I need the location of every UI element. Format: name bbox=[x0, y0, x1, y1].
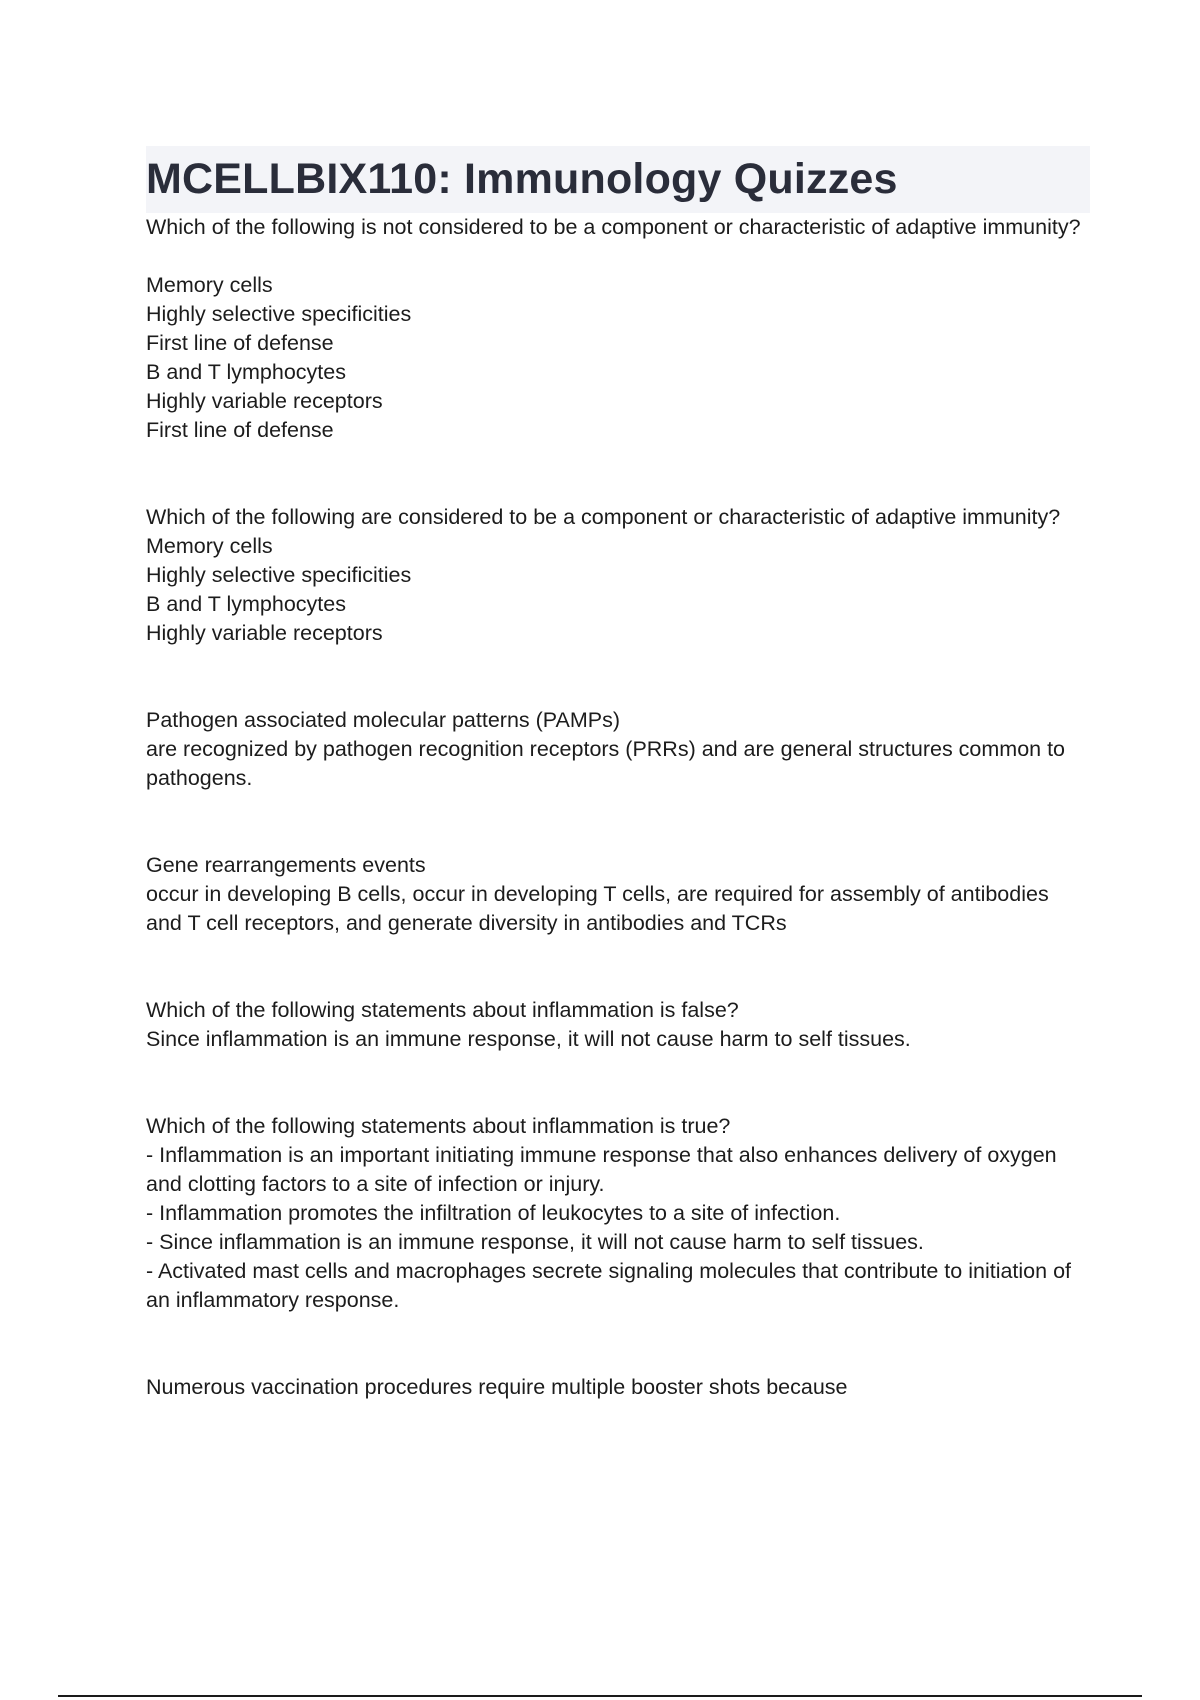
title-banner bbox=[146, 146, 1090, 213]
answer-item: Memory cells bbox=[146, 534, 273, 558]
document-page bbox=[146, 146, 1090, 1402]
option-item: Highly selective specificities bbox=[146, 302, 412, 326]
quiz-card-6 bbox=[146, 1112, 1090, 1315]
quiz-body bbox=[146, 213, 1090, 1402]
question-text: Which of the following statements about inflammation is false? bbox=[146, 998, 739, 1022]
quiz-card-4 bbox=[146, 851, 1090, 938]
question-text: Numerous vaccination procedures require multiple booster shots because bbox=[146, 1375, 848, 1399]
page-title: MCELLBIX110: Immunology Quizzes bbox=[146, 155, 898, 203]
question-text: Gene rearrangements events bbox=[146, 853, 426, 877]
option-item: Highly variable receptors bbox=[146, 389, 383, 413]
answer-item: Highly variable receptors bbox=[146, 621, 383, 645]
answer-item: Highly selective specificities bbox=[146, 563, 412, 587]
answer-text: occur in developing B cells, occur in developing T cells, are required for assembly of antibodies and T cell receptors, and generate diversity in antibodies and TCRs bbox=[146, 882, 1049, 935]
question-text: Which of the following statements about inflammation is true? bbox=[146, 1114, 731, 1138]
quiz-card-7 bbox=[146, 1373, 1090, 1402]
answer-item: - Activated mast cells and macrophages secrete signaling molecules that contribute to initiation of an inflammatory response. bbox=[146, 1259, 1071, 1312]
answer-item: - Inflammation promotes the infiltration of leukocytes to a site of infection. bbox=[146, 1201, 841, 1225]
quiz-card-2 bbox=[146, 503, 1090, 648]
question-text: Pathogen associated molecular patterns (PAMPs) bbox=[146, 708, 621, 732]
quiz-card-1 bbox=[146, 213, 1090, 445]
quiz-card-5 bbox=[146, 996, 1090, 1054]
option-item: B and T lymphocytes bbox=[146, 360, 346, 384]
option-item: Memory cells bbox=[146, 273, 273, 297]
option-item: First line of defense bbox=[146, 331, 334, 355]
answer-item: - Since inflammation is an immune response, it will not cause harm to self tissues. bbox=[146, 1230, 924, 1254]
question-text: Which of the following are considered to be a component or characteristic of adaptive immunity? bbox=[146, 505, 1061, 529]
answer-text: are recognized by pathogen recognition receptors (PRRs) and are general structures common to pathogens. bbox=[146, 737, 1066, 790]
answer-text: First line of defense bbox=[146, 418, 334, 442]
answer-item: - Inflammation is an important initiating immune response that also enhances delivery of oxygen and clotting factors to a site of infection or injury. bbox=[146, 1143, 1057, 1196]
question-text: Which of the following is not considered to be a component or characteristic of adaptive immunity? bbox=[146, 215, 1081, 239]
answer-text: Since inflammation is an immune response, it will not cause harm to self tissues. bbox=[146, 1027, 911, 1051]
quiz-card-3 bbox=[146, 706, 1090, 793]
footer-divider bbox=[58, 1695, 1142, 1697]
answer-item: B and T lymphocytes bbox=[146, 592, 346, 616]
